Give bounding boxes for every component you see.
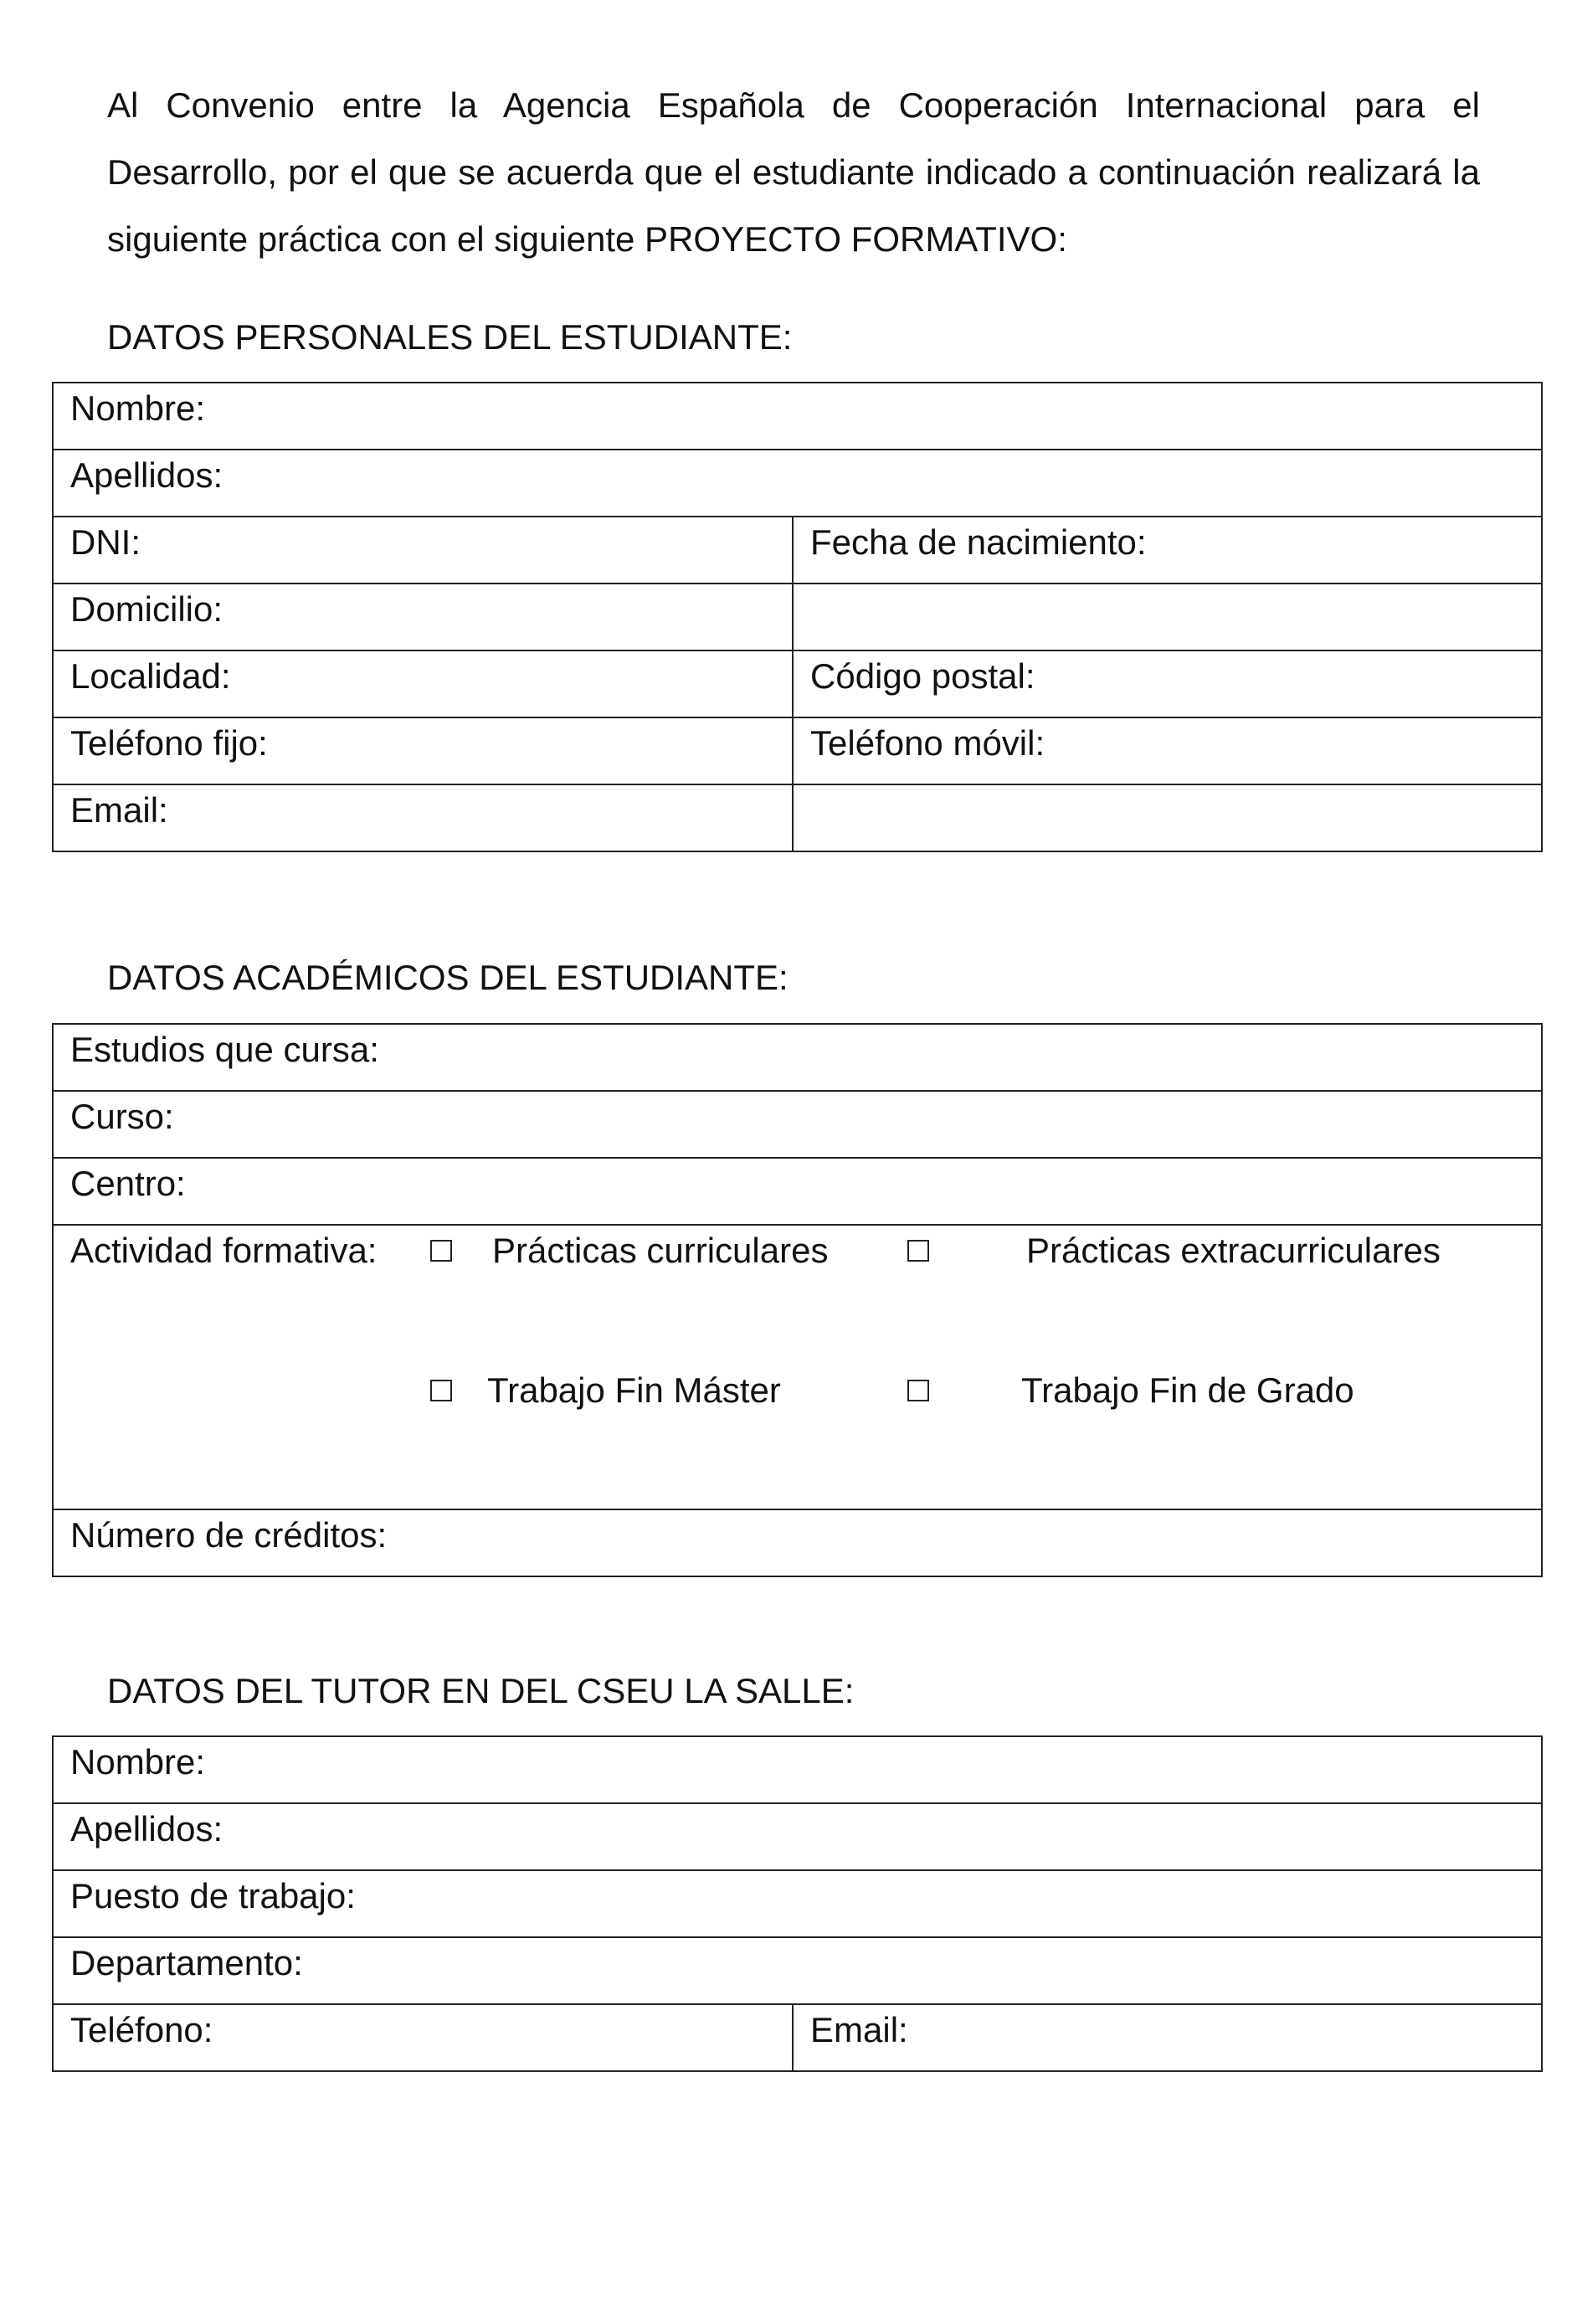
checkbox-icon[interactable] (430, 1380, 452, 1401)
personal-data-table (52, 382, 1543, 852)
address-field[interactable]: Domicilio: (53, 584, 793, 650)
tutor-phone-field[interactable]: Teléfono: (53, 2004, 793, 2071)
academic-data-table (52, 1023, 1543, 1577)
birth-date-field[interactable]: Fecha de nacimiento: (793, 517, 1542, 584)
tutor-surname-field[interactable]: Apellidos: (53, 1803, 1542, 1870)
checkbox-icon[interactable] (907, 1380, 929, 1401)
center-field[interactable]: Centro: (53, 1158, 1542, 1225)
city-field[interactable]: Localidad: (53, 650, 793, 717)
dni-field[interactable]: DNI: (53, 517, 793, 584)
tutor-name-field[interactable]: Nombre: (53, 1736, 1542, 1803)
address-extra-field[interactable] (793, 584, 1542, 650)
mobile-phone-field[interactable]: Teléfono móvil: (793, 717, 1542, 784)
option-degree-thesis[interactable] (907, 1370, 1354, 1411)
intro-paragraph: Al Convenio entre la Agencia Española de Cooperación Internacional para el Desarrollo, por el que se acuerda que el estudiante indicado a continuación realizará la siguiente práctica con el siguiente PROYECTO FORMATIVO: (107, 85, 1480, 259)
academic-data-heading: DATOS ACADÉMICOS DEL ESTUDIANTE: (107, 958, 789, 997)
email-extra-field[interactable] (793, 784, 1542, 851)
checkbox-icon[interactable] (907, 1240, 929, 1262)
personal-data-heading: DATOS PERSONALES DEL ESTUDIANTE: (107, 317, 793, 357)
tutor-data-table (52, 1735, 1543, 2072)
course-field[interactable]: Curso: (53, 1091, 1542, 1158)
student-surname-field[interactable]: Apellidos: (53, 450, 1542, 517)
option-master-thesis[interactable] (430, 1370, 781, 1411)
option-label: Prácticas extracurriculares (1026, 1231, 1441, 1270)
training-activity-label: Actividad formativa: (70, 1231, 378, 1270)
option-label: Trabajo Fin de Grado (1021, 1370, 1354, 1410)
tutor-department-field[interactable]: Departamento: (53, 1937, 1542, 2004)
option-curricular-internship[interactable] (430, 1230, 828, 1272)
postal-code-field[interactable]: Código postal: (793, 650, 1542, 717)
credits-field[interactable]: Número de créditos: (53, 1509, 1542, 1576)
checkbox-icon[interactable] (430, 1240, 452, 1262)
training-activity-cell (53, 1225, 1542, 1509)
tutor-data-heading: DATOS DEL TUTOR EN DEL CSEU LA SALLE: (107, 1671, 855, 1710)
option-label: Prácticas curriculares (492, 1231, 829, 1270)
landline-phone-field[interactable]: Teléfono fijo: (53, 717, 793, 784)
option-label: Trabajo Fin Máster (487, 1370, 781, 1410)
option-extracurricular-internship[interactable] (907, 1230, 1441, 1272)
tutor-email-field[interactable]: Email: (793, 2004, 1542, 2071)
tutor-position-field[interactable]: Puesto de trabajo: (53, 1870, 1542, 1937)
student-email-field[interactable]: Email: (53, 784, 793, 851)
student-name-field[interactable]: Nombre: (53, 383, 1542, 450)
studies-field[interactable]: Estudios que cursa: (53, 1024, 1542, 1091)
